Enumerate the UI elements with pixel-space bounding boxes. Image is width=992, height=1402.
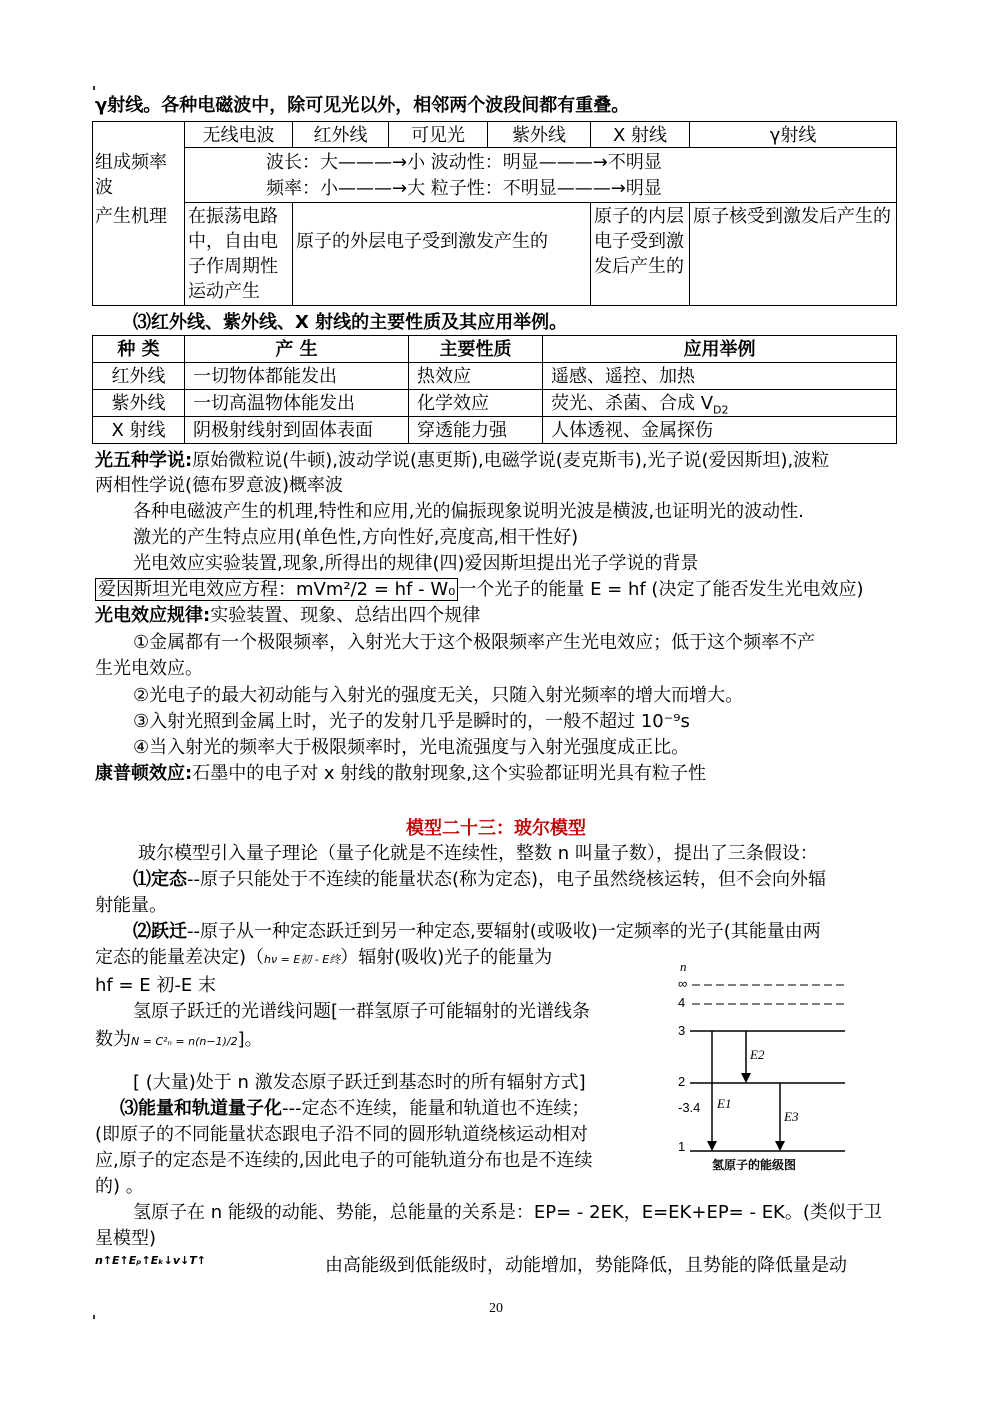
mech-nucleus: 原子核受到激发后产生的 bbox=[689, 202, 897, 306]
compton-label: 康普顿效应: bbox=[95, 763, 193, 784]
h3-text: ---定态不连续，能量和轨道也不连续； bbox=[282, 1098, 590, 1119]
diagram-caption: 氢原子的能级图 bbox=[712, 1158, 797, 1172]
margin-mark-bottom bbox=[93, 1315, 95, 1319]
frequency-line: 频率：小———→大 粒子性：不明显———→明显 bbox=[266, 178, 662, 199]
theories-line-2: 两相性学说(德布罗意波)概率波 bbox=[95, 475, 344, 496]
hydrogen-relation: 氢原子在 n 能级的动能、势能，总能量的关系是：EP= - 2EK，E=EK+EP= - EK。(类似于卫 bbox=[133, 1202, 882, 1223]
hydrogen-relation-2: 星模型) bbox=[95, 1228, 157, 1249]
model-title: 模型二十三：玻尔模型 bbox=[406, 818, 586, 839]
h2-label: ⑵跃迁 bbox=[133, 921, 187, 942]
label-e1: E1 bbox=[717, 1096, 732, 1111]
h3-label: ⑶能量和轨道量子化 bbox=[120, 1098, 282, 1119]
einstein-line bbox=[95, 578, 863, 602]
hypothesis-2 bbox=[133, 920, 821, 944]
intro-line: γ射线。各种电磁波中，除可见光以外，相邻两个波段间都有重叠。 bbox=[95, 95, 630, 116]
compton-text: 石墨中的电子对 x 射线的散射现象,这个实验都证明光具有粒子性 bbox=[192, 763, 707, 784]
level-1-label: 1 bbox=[678, 1139, 686, 1154]
pe-laws-line bbox=[95, 604, 480, 628]
t2-r3-type: X 射线 bbox=[92, 416, 185, 444]
law-4: ④当入射光的频率大于极限频率时，光电流强度与入射光强度成正比。 bbox=[133, 737, 690, 758]
vd2-subscript: D2 bbox=[713, 403, 729, 417]
level-inf-label: ∞ bbox=[678, 976, 688, 991]
paragraph-3: 光电效应实验装置,现象,所得出的规律(四)爱因斯坦提出光子学说的背景 bbox=[133, 553, 699, 574]
mech-radio: 在振荡电路中，自由电子作周期性运动产生 bbox=[184, 202, 293, 306]
t2-r2-property: 化学效应 bbox=[408, 389, 543, 417]
t2-header-type: 种 类 bbox=[92, 335, 185, 363]
spectral-lines-3: [ (大量)处于 n 激发态原子跃迁到基态时的所有辐射方式] bbox=[133, 1072, 586, 1093]
h1-label: ⑴定态 bbox=[133, 869, 187, 890]
level-value-label: -3.4 bbox=[678, 1100, 701, 1115]
hypothesis-1b: 射能量。 bbox=[95, 895, 167, 916]
h2-formula: hν = E初 - E终 bbox=[264, 953, 341, 966]
t2-r3-source: 阴极射线射到固体表面 bbox=[184, 416, 409, 444]
hypothesis-3 bbox=[120, 1097, 589, 1121]
t2-r1-source: 一切物体都能发出 bbox=[184, 362, 409, 390]
level-2-label: 2 bbox=[678, 1074, 686, 1089]
header-gamma: γ射线 bbox=[689, 121, 897, 148]
einstein-equation: 爱因斯坦光电效应方程：mVm²/2 = hf - W₀ bbox=[95, 578, 458, 601]
t2-header-source: 产 生 bbox=[184, 335, 409, 363]
t2-r3-usage: 人体透视、金属探伤 bbox=[542, 416, 897, 444]
law-3: ③入射光照到金属上时，光子的发射几乎是瞬时的，一般不超过 10⁻⁹s bbox=[133, 711, 690, 732]
t2-r3-property: 穿透能力强 bbox=[408, 416, 543, 444]
header-ultraviolet: 紫外线 bbox=[487, 121, 591, 148]
arrowhead-3-to-2 bbox=[741, 1073, 751, 1083]
hypothesis-2c: hf = E 初-E 末 bbox=[95, 975, 216, 996]
theories-text: 原始微粒说(牛顿),波动学说(惠更斯),电磁学说(麦克斯韦),光子说(爱因斯坦),波粒 bbox=[192, 450, 830, 471]
h3-para-3: 的) 。 bbox=[95, 1176, 144, 1197]
hypothesis-2b bbox=[95, 946, 552, 972]
spectral-lines-2 bbox=[95, 1028, 263, 1054]
arrowhead-3-to-1 bbox=[707, 1141, 717, 1151]
t2-r1-type: 红外线 bbox=[92, 362, 185, 390]
pe-laws-label: 光电效应规律: bbox=[95, 605, 211, 626]
wavelength-line: 波长：大———→小 波动性：明显———→不明显 bbox=[266, 152, 662, 173]
t2-header-property: 主要性质 bbox=[408, 335, 543, 363]
photon-energy: 一个光子的能量 E = hf (决定了能否发生光电效应) bbox=[458, 579, 864, 600]
t2-r2-usage-text: 荧光、杀菌、合成 V bbox=[551, 393, 714, 414]
arrows-formula: n↑E↑Eₚ↑Eₖ↓v↓T↑ bbox=[95, 1254, 206, 1267]
bohr-intro: 玻尔模型引入量子理论（量子化就是不连续性，整数 n 叫量子数），提出了三条假设： bbox=[138, 843, 818, 864]
last-line: 由高能级到低能级时，动能增加，势能降低，且势能的降低量是动 bbox=[325, 1255, 847, 1276]
law-2: ②光电子的最大初动能与入射光的强度无关，只随入射光频率的增大而增大。 bbox=[133, 685, 744, 706]
energy-level-diagram bbox=[670, 955, 860, 1180]
arrowhead-2-to-1 bbox=[775, 1141, 785, 1151]
h2-text2b: ）辐射(吸收)光子的能量为 bbox=[340, 947, 553, 968]
h3-para-1: (即原子的不同能量状态跟电子沿不同的圆形轨道绕核运动相对 bbox=[95, 1124, 589, 1145]
compton-line bbox=[95, 762, 706, 786]
spec2b: ]。 bbox=[237, 1029, 263, 1050]
t2-r2-type: 紫外线 bbox=[92, 389, 185, 417]
level-3-label: 3 bbox=[678, 1023, 686, 1038]
mech-outer: 原子的外层电子受到激发产生的 bbox=[292, 202, 591, 306]
hypothesis-1 bbox=[133, 868, 826, 892]
label-e2: E2 bbox=[750, 1047, 765, 1062]
header-visible: 可见光 bbox=[388, 121, 488, 148]
page-number: 20 bbox=[489, 1301, 503, 1316]
t2-header-usage: 应用举例 bbox=[542, 335, 897, 363]
h3-para-2: 应,原子的定态是不连续的,因此电子的可能轨道分布也是不连续 bbox=[95, 1150, 593, 1171]
header-infrared: 红外线 bbox=[292, 121, 389, 148]
spectral-lines-1: 氢原子跃迁的光谱线问题[一群氢原子可能辐射的光谱线条 bbox=[133, 1001, 591, 1022]
level-4-label: 4 bbox=[678, 995, 686, 1010]
t2-r1-property: 热效应 bbox=[408, 362, 543, 390]
h1-text: --原子只能处于不连续的能量状态(称为定态)，电子虽然绕核运转，但不会向外辐 bbox=[187, 869, 827, 890]
t2-r2-usage bbox=[542, 389, 897, 417]
section3-title: ⑶红外线、紫外线、X 射线的主要性质及其应用举例。 bbox=[133, 312, 568, 333]
t2-r1-usage: 遥感、遥控、加热 bbox=[542, 362, 897, 390]
t2-r2-source: 一切高温物体能发出 bbox=[184, 389, 409, 417]
header-radio: 无线电波 bbox=[184, 121, 293, 148]
h2-text: --原子从一种定态跃迁到另一种定态,要辐射(或吸收)一定频率的光子(其能量由两 bbox=[187, 921, 821, 942]
row-label-frequency: 组成频率波 bbox=[95, 152, 167, 198]
spec2a: 数为 bbox=[95, 1029, 131, 1050]
pe-laws-text: 实验装置、现象、总结出四个规律 bbox=[210, 605, 481, 626]
margin-mark-top bbox=[93, 86, 95, 90]
spec-formula: N = C²ₙ = n(n−1)/2 bbox=[131, 1035, 238, 1048]
law-1b: 生光电效应。 bbox=[95, 658, 203, 679]
row-label-mechanism: 产生机理 bbox=[95, 206, 167, 227]
paragraph-2: 激光的产生特点应用(单色性,方向性好,亮度高,相干性好) bbox=[133, 527, 579, 548]
header-xray: X 射线 bbox=[590, 121, 690, 148]
mech-inner: 原子的内层电子受到激发后产生的 bbox=[590, 202, 690, 306]
h2-text2a: 定态的能量差决定)（ bbox=[95, 947, 265, 968]
paragraph-1: 各种电磁波产生的机理,特性和应用,光的偏振现象说明光波是横波,也证明光的波动性. bbox=[133, 501, 804, 522]
law-1a: ①金属都有一个极限频率，入射光大于这个极限频率产生光电效应；低于这个频率不产 bbox=[133, 632, 816, 653]
theories-line bbox=[95, 449, 829, 473]
label-e3: E3 bbox=[784, 1109, 799, 1124]
theories-label: 光五种学说: bbox=[95, 450, 193, 471]
diagram-n-label: n bbox=[680, 959, 687, 974]
